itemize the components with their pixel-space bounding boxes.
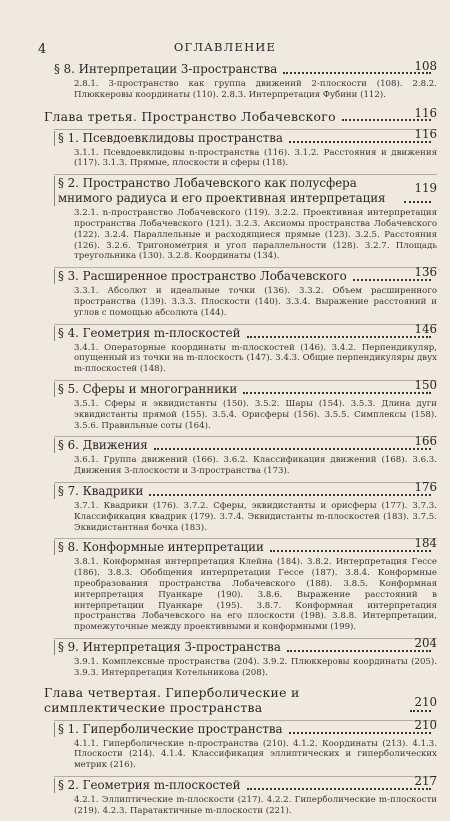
toc-page-number: 119	[414, 181, 437, 196]
toc-section-title: § 8. Интерпретации 3-пространства	[54, 62, 278, 76]
toc-chapter-title: Глава четвертая. Гиперболические и симплектические пространства	[44, 684, 300, 715]
toc-section	[54, 377, 437, 431]
dot-leader	[149, 494, 431, 496]
toc-section-title: § 3. Расширенное пространство Лобачевского	[58, 269, 347, 284]
toc-subsections: 4.2.1. Эллиптические m-плоскости (217). 4.2.2. Гиперболические m-плоскости (219). 4.2.3. Паратактичные m-плоскости (221).	[74, 794, 437, 816]
page-number: 4	[38, 42, 47, 57]
toc-page-number: 184	[414, 536, 437, 551]
toc-subsections: 3.3.1. Абсолют и идеальные точки (136). 3.3.2. Объем расширенного пространства (139). 3.3.3. Плоскости (140). 3.3.4. Выражение расстояний и углов с помощью абсолюта (144).	[74, 286, 437, 318]
toc-subsections: 3.7.1. Квадрики (176). 3.7.2. Сферы, эквидистанты и орисферы (177). 3.7.3. Классификация квадрик (179). 3.7.4. Эквидистанты m-плоскостей (183). 3.7.5. Эквидистантная бочка (183).	[74, 500, 437, 533]
toc-section-title: § 2. Геометрия m-плоскостей	[58, 777, 241, 792]
toc-section-title: § 5. Сферы и многогранники	[58, 381, 238, 396]
toc-page-number: 204	[414, 635, 437, 650]
toc-section-title: § 1. Псевдоевклидовы пространства	[58, 130, 283, 145]
toc-subsections: 3.9.1. Комплексные пространства (204). 3.9.2. Плюккеровы координаты (205). 3.9.3. Интерпретация Котельникова (208).	[74, 656, 437, 678]
dot-leader	[247, 788, 431, 790]
toc-subsections: 3.1.1. Псевдоевклидовы n-пространства (116). 3.1.2. Расстояния и движения (117). 3.1.3. Прямые, плоскости и сферы (118).	[74, 147, 437, 169]
toc-page-number: 210	[414, 694, 437, 709]
toc-section-title: § 7. Квадрики	[58, 483, 144, 498]
toc-page-number: 116	[414, 126, 437, 141]
dot-leader	[289, 732, 431, 734]
toc-section	[54, 126, 437, 170]
toc-subsections: 3.8.1. Конформная интерпретация Клейна (184). 3.8.2. Интерпретация Гессе (186). 3.8.3. Обобщения интерпретации Гессе (187). 3.8.4. Конформные преобразования пространства Лобачевского (188). 3.8.5. Конформная интерпретация Пуанкаре (190). 3.8.6. Выражение расстояний в интерпретации Пуанкаре (195). 3.8.7. Конформная интерпретация пространства Лобачевского на его плоскости (198). 3.8.8. Интерпретации, промежуточные между проективными и конформными (199).	[74, 557, 437, 633]
toc-page-number: 136	[414, 265, 437, 280]
toc-page-number: 166	[414, 434, 437, 449]
toc-section	[54, 479, 437, 533]
toc-section	[54, 773, 437, 817]
dot-leader	[287, 650, 431, 652]
toc-page-number: 210	[414, 717, 437, 732]
toc-subsections: 3.6.1. Группа движений (166). 3.6.2. Классификация движений (168). 3.6.3. Движения 3-плоскости и 3-пространства (173).	[74, 455, 437, 477]
dot-leader	[353, 279, 431, 281]
toc-section-title: § 4. Геометрия m-плоскостей	[58, 325, 241, 340]
toc-page-number: 116	[414, 105, 437, 120]
toc-subsections: 3.2.1. n-пространство Лобачевского (119). 3.2.2. Проективная интерпретация пространства Лобачевского (121). 3.2.3. Аксиомы пространства Лобачевского (122). 3.2.4. Параллельные и расходящиеся прямые (123). 3.2.5. Расстояния (126). 3.2.6. Тригонометрия и угол параллельности (128). 3.2.7. Площадь треугольника (130). 3.2.8. Координаты (134).	[74, 208, 437, 262]
toc-section-title: § 8. Конформные интерпретации	[58, 540, 264, 555]
dot-leader	[154, 448, 431, 450]
toc-subsections: 2.8.1. 3-пространство как группа движений 2-плоскости (108). 2.8.2. Плюккеровы координаты (110). 2.8.3. Интерпретация Фубини (112).	[74, 79, 437, 100]
dot-leader	[410, 710, 431, 712]
toc-section	[54, 59, 437, 101]
toc-subsections: 4.1.1. Гиперболические n-пространства (210). 4.1.2. Координаты (213). 4.1.3. Плоскости (214). 4.1.4. Классификация эллиптических и гиперболических метрик (216).	[74, 738, 437, 771]
toc-chapter-title: Глава третья. Пространство Лобачевского	[44, 108, 336, 124]
dot-leader	[283, 72, 431, 74]
toc-page-number: 150	[414, 377, 437, 392]
toc-page-number: 176	[414, 479, 437, 494]
toc-page-number: 108	[414, 59, 437, 73]
toc-section	[54, 717, 437, 771]
toc-page-number: 217	[414, 773, 437, 788]
dot-leader	[404, 201, 431, 203]
toc-chapter	[44, 105, 437, 124]
toc-section-title: § 9. Интерпретация 3-пространства	[58, 639, 281, 654]
dot-leader	[270, 550, 431, 552]
page-header-title: ОГЛАВЛЕНИЕ	[173, 40, 277, 54]
toc-section-title: § 1. Гиперболические пространства	[58, 721, 283, 736]
toc-section	[54, 538, 437, 633]
toc-section	[54, 321, 437, 375]
toc-section-title: § 6. Движения	[58, 438, 148, 453]
table-of-contents	[44, 59, 437, 821]
toc-subsections: 3.5.1. Сферы и эквидистанты (150). 3.5.2. Шары (154). 3.5.3. Длина дуги эквидистанты прямой (155). 3.5.4. Орисферы (156). 3.5.5. Симплексы (158). 3.5.6. Правильные соты (164).	[74, 398, 437, 431]
toc-section	[54, 267, 437, 318]
dot-leader	[247, 336, 431, 338]
toc-section-title: § 2. Пространство Лобачевского как полусфера мнимого радиуса и его проективная интерпретация	[58, 176, 386, 206]
toc-section	[54, 635, 437, 679]
dot-leader	[243, 392, 431, 394]
toc-section	[54, 174, 437, 262]
toc-page-number: 146	[414, 321, 437, 336]
dot-leader	[289, 141, 431, 143]
toc-chapter	[44, 685, 437, 715]
toc-section	[54, 436, 437, 477]
toc-subsections: 3.4.1. Операторные координаты m-плоскостей (146). 3.4.2. Перпендикуляр, опущенный из точки на m-плоскость (147). 3.4.3. Общие перпендикуляры двух m-плоскостей (148).	[74, 342, 437, 375]
